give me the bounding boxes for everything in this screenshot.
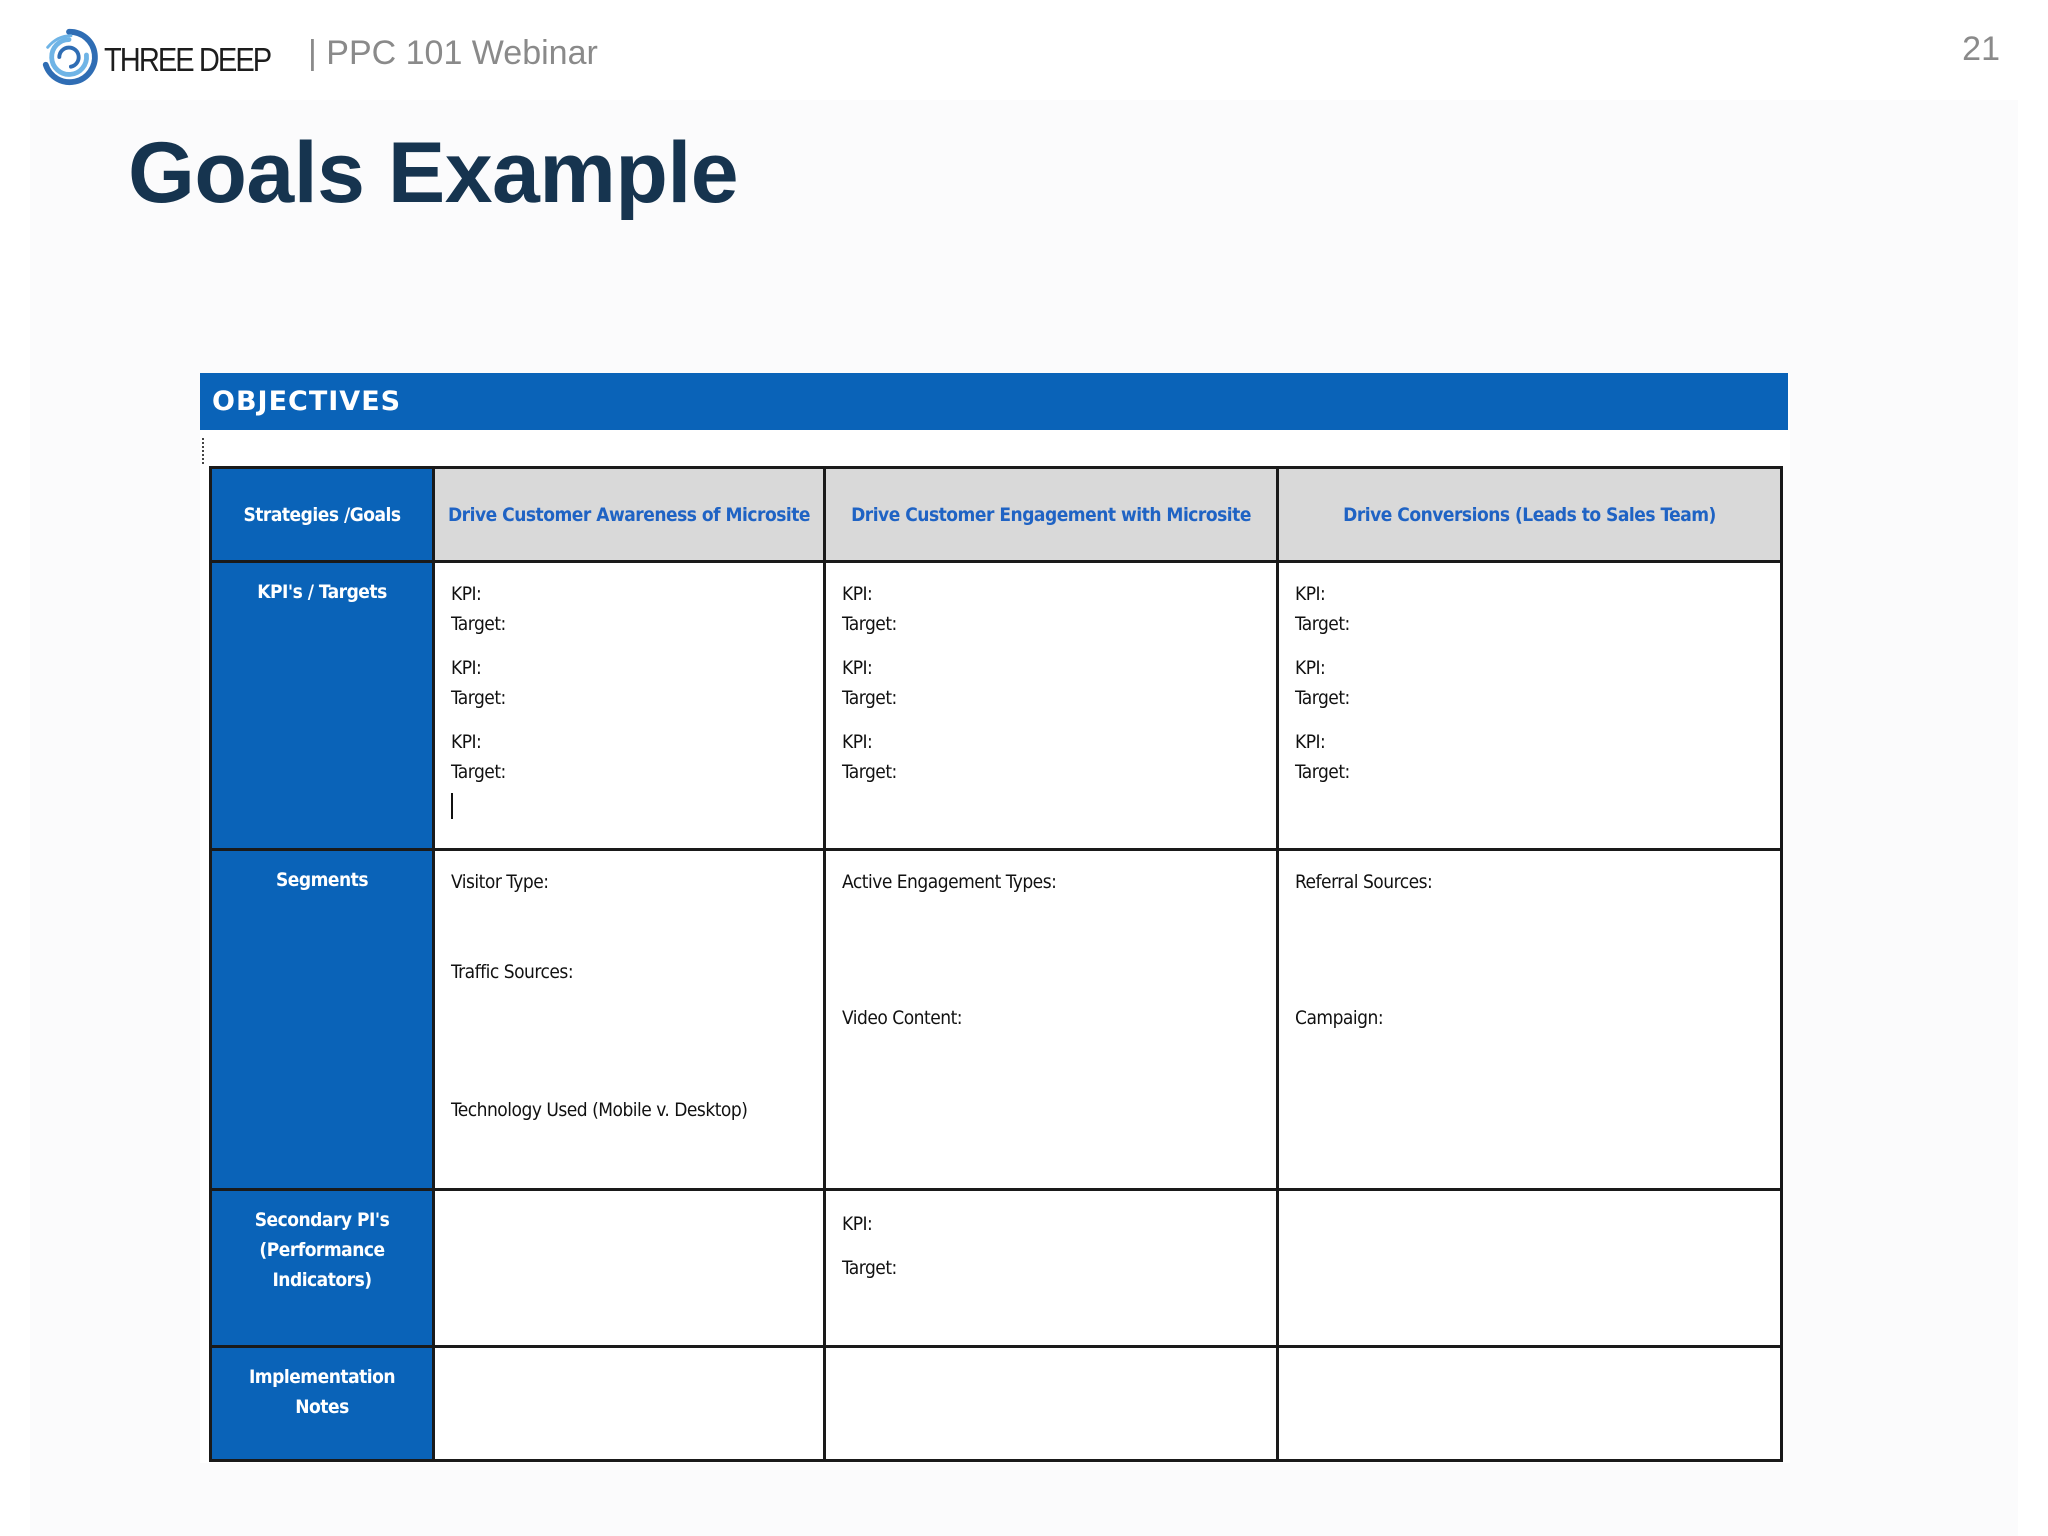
corner-header-label: Strategies /Goals <box>243 503 401 526</box>
segments-cell-conversions[interactable] <box>1278 850 1782 1190</box>
column-header-conversions <box>1278 468 1782 562</box>
table-row-secondary-pis <box>211 1190 1782 1347</box>
kpi-label: KPI: <box>451 731 482 753</box>
corner-header-cell <box>211 468 434 562</box>
target-label: Target: <box>451 761 506 783</box>
referral-sources-label: Referral Sources: <box>1295 871 1433 893</box>
kpi-label: KPI: <box>1295 657 1326 679</box>
secondary-cell-engagement[interactable] <box>825 1190 1278 1347</box>
slide-title: Goals Example <box>128 125 739 221</box>
row-header-label: Segments <box>275 869 369 891</box>
implementation-cell-awareness[interactable] <box>434 1347 825 1461</box>
kpi-label: KPI: <box>842 657 873 679</box>
column-header-label: Drive Customer Awareness of Microsite <box>447 503 811 526</box>
implementation-cell-engagement[interactable] <box>825 1347 1278 1461</box>
visitor-type-label: Visitor Type: <box>451 871 549 893</box>
column-header-label: Drive Customer Engagement with Microsite <box>851 503 1251 526</box>
kpi-cell-conversions[interactable] <box>1278 562 1782 850</box>
target-label: Target: <box>842 687 897 709</box>
column-header-engagement <box>825 468 1278 562</box>
row-header-label: KPI's / Targets <box>257 581 387 603</box>
row-header-label: Implementation Notes <box>248 1366 396 1418</box>
implementation-cell-conversions[interactable] <box>1278 1347 1782 1461</box>
target-label: Target: <box>451 613 506 635</box>
video-content-label: Video Content: <box>842 1007 963 1029</box>
kpi-label: KPI: <box>451 657 482 679</box>
target-label: Target: <box>451 687 506 709</box>
text-cursor <box>451 793 453 819</box>
kpi-cell-engagement[interactable] <box>825 562 1278 850</box>
table-header-row <box>211 468 1782 562</box>
row-header-secondary-pis <box>211 1190 434 1347</box>
column-header-awareness <box>434 468 825 562</box>
slide-number: 21 <box>1962 30 2000 68</box>
objectives-document <box>200 373 1790 1463</box>
three-deep-logo-icon <box>38 26 100 88</box>
kpi-cell-awareness[interactable] <box>434 562 825 850</box>
kpi-label: KPI: <box>842 731 873 753</box>
technology-used-label: Technology Used (Mobile v. Desktop) <box>451 1099 748 1121</box>
goals-table <box>209 466 1783 1462</box>
objectives-header-bar: OBJECTIVES <box>200 373 1788 430</box>
table-row-kpis <box>211 562 1782 850</box>
secondary-cell-conversions[interactable] <box>1278 1190 1782 1347</box>
kpi-label: KPI: <box>842 583 873 605</box>
target-label: Target: <box>1295 761 1350 783</box>
campaign-label: Campaign: <box>1295 1007 1384 1029</box>
kpi-label: KPI: <box>842 1213 873 1235</box>
row-header-label: Secondary PI's (Performance Indicators) <box>254 1209 390 1291</box>
row-header-segments <box>211 850 434 1190</box>
kpi-label: KPI: <box>1295 731 1326 753</box>
table-row-segments <box>211 850 1782 1190</box>
target-label: Target: <box>842 613 897 635</box>
presentation-subtitle: | PPC 101 Webinar <box>308 34 598 72</box>
kpi-label: KPI: <box>1295 583 1326 605</box>
kpi-label: KPI: <box>451 583 482 605</box>
target-label: Target: <box>1295 687 1350 709</box>
traffic-sources-label: Traffic Sources: <box>451 961 574 983</box>
active-engagement-types-label: Active Engagement Types: <box>842 871 1057 893</box>
target-label: Target: <box>842 1257 897 1279</box>
table-anchor-mark <box>196 438 204 464</box>
target-label: Target: <box>1295 613 1350 635</box>
target-label: Target: <box>842 761 897 783</box>
logo-wordmark: THREE DEEP <box>104 41 271 78</box>
segments-cell-awareness[interactable] <box>434 850 825 1190</box>
table-row-implementation-notes <box>211 1347 1782 1461</box>
row-header-kpis <box>211 562 434 850</box>
secondary-cell-awareness[interactable] <box>434 1190 825 1347</box>
slide-header <box>38 22 598 92</box>
row-header-implementation-notes <box>211 1347 434 1461</box>
segments-cell-engagement[interactable] <box>825 850 1278 1190</box>
column-header-label: Drive Conversions (Leads to Sales Team) <box>1343 503 1716 526</box>
